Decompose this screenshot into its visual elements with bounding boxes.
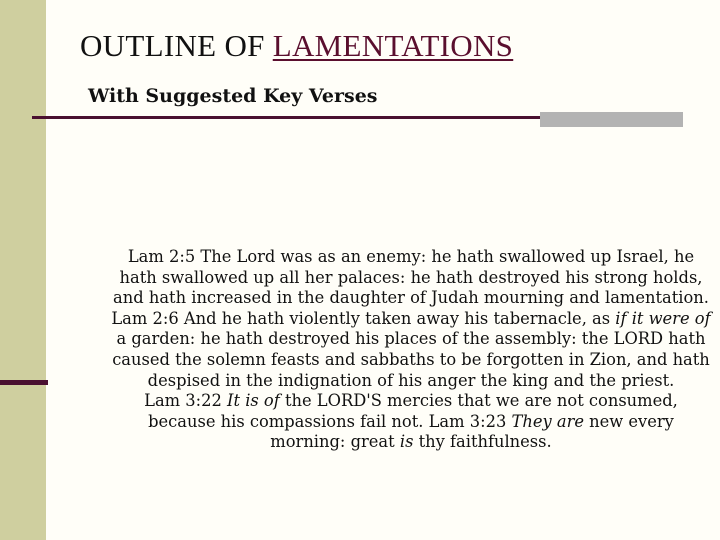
title-prefix: OUTLINE OF — [80, 28, 273, 63]
verse-text-lam-2-5: The Lord was as an enemy: he hath swallowed up Israel, he hath swallowed up all her palaces: he hath destroyed his strong holds, and hath increased in the daughter of Judah mourning and lamentation. — [113, 247, 709, 308]
slide-subtitle: With Suggested Key Verses — [88, 85, 378, 107]
verse-italic-lam-3-23-b: is — [399, 432, 414, 452]
verse-ref-lam-2-6: Lam 2:6 — [111, 308, 179, 328]
verse-italic-lam-3-23-a: They are — [511, 411, 584, 431]
slide-title — [80, 28, 513, 64]
title-highlight: LAMENTATIONS — [272, 28, 514, 63]
divider-block — [540, 112, 683, 127]
verse-text-lam-3-23-b: thy faithfulness. — [413, 432, 552, 452]
verse-text-lam-2-6-a: And he hath violently taken away his tabernacle, as — [178, 308, 616, 328]
verse-ref-lam-3-23: Lam 3:23 — [428, 411, 507, 431]
left-accent-bar — [0, 380, 48, 385]
verse-ref-lam-3-22: Lam 3:22 — [144, 391, 222, 411]
scripture-passage — [110, 247, 712, 453]
verse-text-lam-2-6-b: a garden: he hath destroyed his places of the assembly: the LORD hath caused the solemn feasts and sabbaths to be forgotten in Zion, and hath despised in the indignation of his anger the king and the priest. — [112, 329, 710, 390]
verse-text-lam-3-23-a: new every morning: great — [270, 411, 674, 452]
verse-italic-lam-2-6: if it were of — [615, 308, 711, 328]
verse-ref-lam-2-5: Lam 2:5 — [127, 247, 196, 266]
verse-text-lam-3-22: the LORD'S mercies that we are not consumed, because his compassions fail not. — [148, 391, 678, 431]
left-decorative-band — [0, 0, 46, 540]
verse-italic-lam-3-22: It is of — [227, 391, 280, 411]
